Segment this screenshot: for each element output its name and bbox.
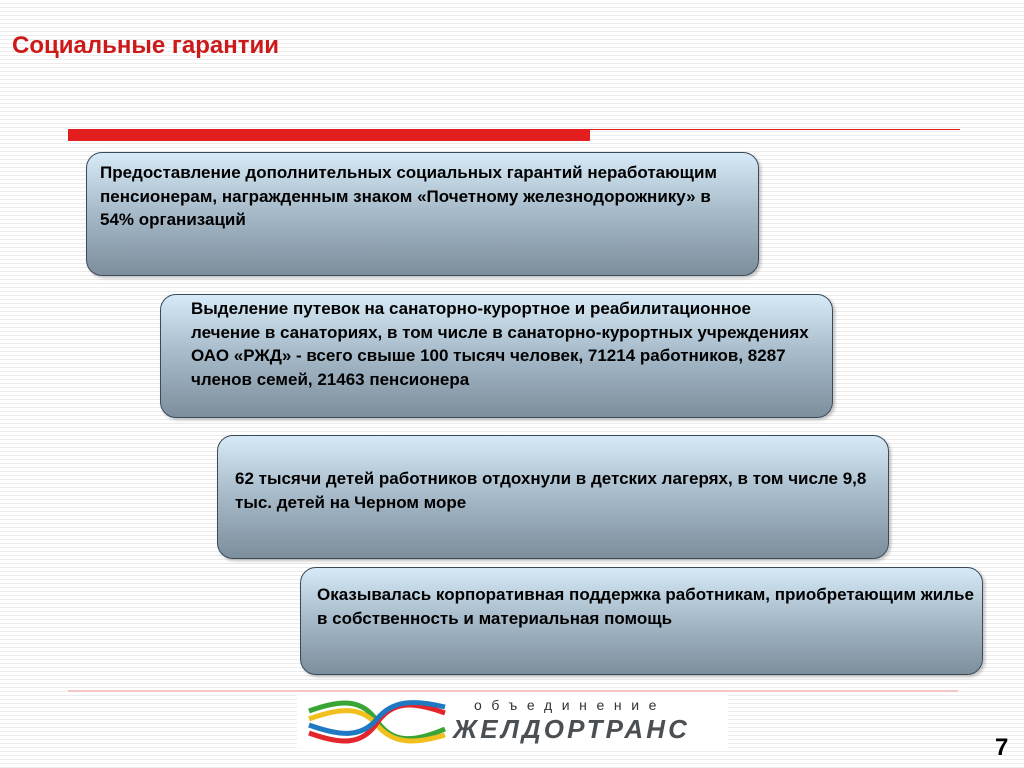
guarantee-text: 62 тысячи детей работников отдохнули в детских лагерях, в том числе 9,8 тыс. детей на Черном море <box>235 469 867 512</box>
logo-waves-icon <box>307 699 447 745</box>
company-logo <box>297 695 728 749</box>
footer-divider <box>68 690 958 692</box>
title-accent-bar <box>68 129 590 141</box>
guarantee-text: Выделение путевок на санаторно-курортное и реабилитационное лечение в санаториях, в том числе в санаторно-курортных учреждениях ОАО «РЖД» - всего свыше 100 тысяч человек, 71214 работников, 8287 членов семей, 21463 пенсионера <box>191 299 809 389</box>
guarantee-box-housing-support <box>300 567 983 675</box>
guarantee-box-pensioners <box>86 152 759 276</box>
guarantee-text: Оказывалась корпоративная поддержка работникам, приобретающим жилье в собственность и материальная помощь <box>317 585 974 628</box>
title-accent-line <box>590 129 960 130</box>
slide-title: Социальные гарантии <box>12 32 279 59</box>
guarantee-box-sanatorium <box>160 294 833 418</box>
guarantee-box-children-camps <box>217 435 889 559</box>
guarantee-text: Предоставление дополнительных социальных гарантий неработающим пенсионерам, награжденным знаком «Почетному железнодорожнику» в 54% организаций <box>100 163 718 229</box>
logo-name: ЖЕЛДОРТРАНС <box>453 714 690 744</box>
logo-subtitle: объединение <box>474 697 667 713</box>
page-number: 7 <box>995 734 1009 761</box>
